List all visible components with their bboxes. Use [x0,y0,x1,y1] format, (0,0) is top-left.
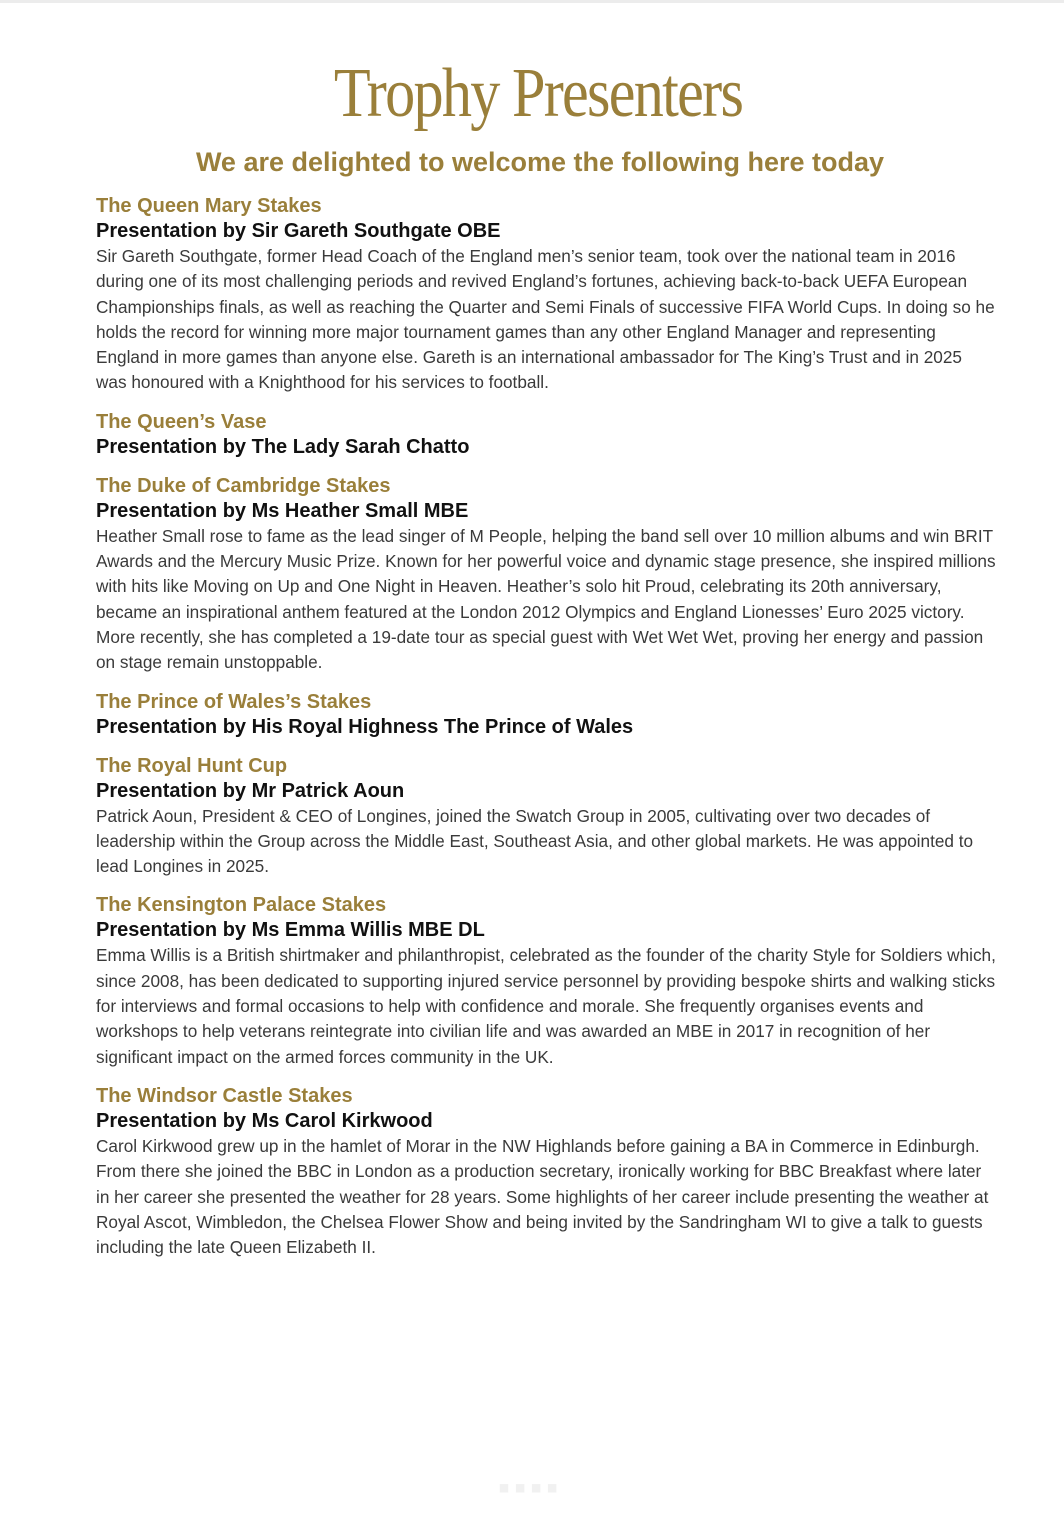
presenter-name: Presentation by Mr Patrick Aoun [96,779,405,802]
presenter-list [96,194,996,1260]
presenter-bio: Emma Willis is a British shirtmaker and philanthropist, celebrated as the founder of the charity Style for Soldiers which, since 2008, has been dedicated to supporting injured service personnel by providing bespoke shirts and walking sticks for interviews and formal occasions to help with confidence and morale. She frequently organises events and workshops to help veterans reintegrate into civilian life and was awarded an MBE in 2017 in recognition of her significant impact on the armed forces community in the UK. [96,945,996,1067]
presenter-section [96,690,996,740]
document-page [96,0,996,1274]
presenter-name: Presentation by His Royal Highness The Prince of Wales [96,715,634,738]
presenter-bio: Heather Small rose to fame as the lead singer of M People, helping the band sell over 10 million albums and win BRIT Awards and the Mercury Music Prize. Known for her powerful voice and dynamic stage presence, she inspired millions with hits like Moving on Up and One Night in Heaven. Heather’s solo hit Proud, celebrating its 20th anniversary, became an inspirational anthem featured at the London 2012 Olympics and England Lionesses’ Euro 2025 victory. More recently, she has completed a 19-date tour as special guest with Wet Wet Wet, proving her energy and passion on stage remain unstoppable. [96,525,996,673]
presenter-name: Presentation by Ms Heather Small MBE [96,499,469,522]
presenter-bio: Sir Gareth Southgate, former Head Coach of the England men’s senior team, took over the national team in 2016 during one of its most challenging periods and revived England’s fortunes, achieving back-to-back UEFA European Championships finals, as well as reaching the Quarter and Semi Finals of successive FIFA World Cups. In doing so he holds the record for winning more major tournament games than any other England Manager and representing England in more games than anyone else. Gareth is an international ambassador for The King’s Trust and in 2025 was honoured with a Knighthood for his services to football. [96,246,995,393]
presenter-section [96,893,996,1069]
race-name: The Duke of Cambridge Stakes [96,474,391,497]
race-name: The Royal Hunt Cup [96,754,288,777]
page-subtitle: We are delighted to welcome the following here today [195,147,885,177]
presenter-name: Presentation by The Lady Sarah Chatto [96,435,470,458]
race-name: The Queen’s Vase [96,410,267,433]
presenter-name: Presentation by Ms Carol Kirkwood [96,1109,433,1132]
race-name: The Kensington Palace Stakes [96,894,387,917]
presenter-section [96,194,996,396]
presenter-name: Presentation by Ms Emma Willis MBE DL [96,919,485,942]
presenter-section [96,410,996,460]
presenter-name: Presentation by Sir Gareth Southgate OBE [96,220,501,242]
presenter-section [96,1084,996,1260]
race-name: The Prince of Wales’s Stakes [96,690,372,713]
presenter-bio: Carol Kirkwood grew up in the hamlet of Morar in the NW Highlands before gaining a BA in Commerce in Edinburgh. From there she joined the BBC in London as a production secretary, ironically working for BBC Breakfast where later in her career she presented the weather for 28 years. Some highlights of her career include presenting the weather at Royal Ascot, Wimbledon, the Chelsea Flower Show and being invited by the Sandringham WI to give a talk to guests including the late Queen Elizabeth II. [96,1135,989,1258]
race-name: The Queen Mary Stakes [96,195,322,217]
page-title: Trophy Presenters [333,55,743,132]
presenter-section [96,474,996,676]
presenter-section [96,754,996,880]
faint-watermark-logo: ▪▪▪▪ [497,1470,563,1507]
presenter-bio: Patrick Aoun, President & CEO of Longines, joined the Swatch Group in 2005, cultivating over two decades of leadership within the Group across the Middle East, Southeast Asia, and other global markets. He was appointed to lead Longines in 2025. [96,805,974,877]
race-name: The Windsor Castle Stakes [96,1084,353,1107]
